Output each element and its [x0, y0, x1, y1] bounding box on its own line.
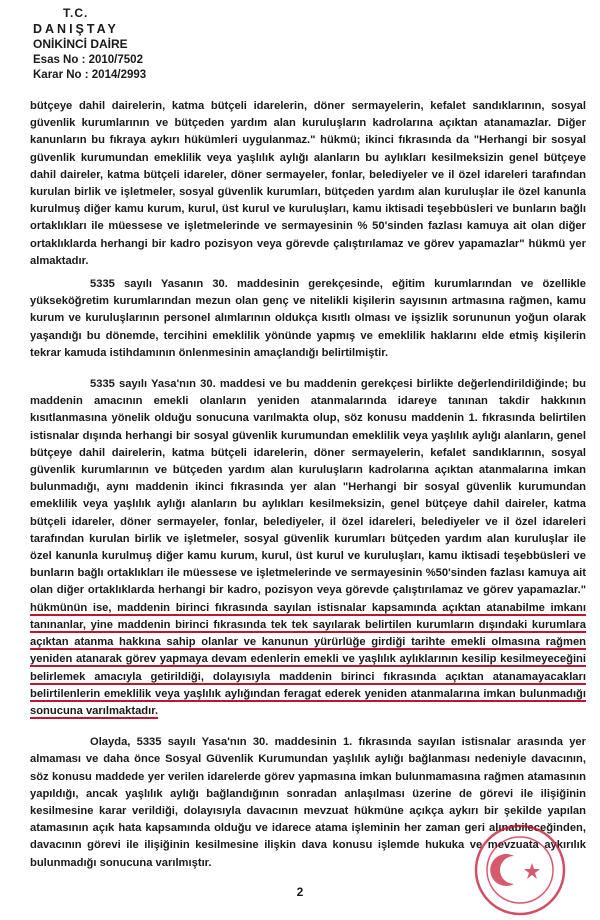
- header-case-no: Esas No : 2010/7502: [33, 53, 143, 66]
- paragraph-3-underlined-text: hükmünün ise, maddenin birinci fıkrasında sayılan istisnalar kapsamında açıktan atanabilme imkanı tanınanlar, yine maddenin birinci fıkrasında tek tek sayılarak belirtilen kurumların dışındaki kurumlara açıktan atanma hakkına sahip olanlar ve kanunun yürürlüğe girdiği tarihte emekli olmasına rağmen yeniden atanarak görev yapmaya devam edenlerin emekli ve yaşlılık aylıklarının kesilip kesilmeyeceğini belirlemek amacıyla getirildiği, dolayısıyla maddenin birinci fıkrasında açıktan atanamayacakları belirtilenlerin emeklilik veya yaşlılık aylığından feragat ederek yeniden atanmalarına imkan bulunmadığı sonucuna varılmaktadır.: [30, 601, 586, 717]
- paragraph-2: 5335 sayılı Yasanın 30. maddesinin gerekçesinde, eğitim kurumlarından ve özellikle yükseköğretim kurumlarından mezun olan genç ve nitelikli kişilerin sayısının artmasına rağmen, kamu kurum ve kuruluşlarının personel alımlarının oldukça kısıtlı olması ve işsizlik sorununun yoğun olarak yaşandığı bu dönemde, tercihini emeklilik yönünde yapmış ve emeklilik haklarını elde etmiş kişilerin tekrar kamuda istihdamının önlenmesinin amaçlandığı belirtilmiştir.: [30, 278, 586, 359]
- page-number: 2: [296, 885, 304, 899]
- paragraph-1: bütçeye dahil dairelerin, katma bütçeli idarelerin, döner sermayelerin, kefalet sandıklarının, sosyal güvenlik kurumlarının ve bütçeden yardım alan kuruluşların kadrolarına açıktan atanamazlar. Diğer kanunların bu fıkraya aykırı hükümleri uygulanmaz." hükmü; ikinci fıkrasında da "Herhangi bir sosyal güvenlik kurumundan emeklilik veya yaşlılık aylığı alanların bu aylıkları kesilmeksizin genel bütçeye dahil daireler, katma bütçeli idareler, döner sermayeler, fonlar, belediyeler ve il özel idareleri tarafından kurulan birlik ve işletmeler, sosyal güvenlik kurumları, bütçeden yardım alan kuruluşlar ile özel kanunla kurulmuş diğer kamu kurum, kurul, üst kurul ve kuruluşları, kamu iktisadi teşebbüsleri ve bunların bağlı ortaklıkları ile müessese ve işletmelerinde ve sermayesinin % 50'sinden fazlası kamuya ait olan diğer ortaklıklarda herhangi bir kadro pozisyon veya görevde çalıştırılamaz ve görev yapamazlar" hükmü yer almaktadır.: [30, 100, 586, 267]
- paragraph-3-text: 5335 sayılı Yasa'nın 30. maddesi ve bu maddenin gerekçesi birlikte değerlendirildiğinde; bu maddenin amacının emekli olanların yeniden atanmalarında idareye tanınan takdir hakkının kısıtlanmasına yönelik olduğu sonucuna varılmakta olup, söz konusu maddenin 1. fıkrasında belirtilen istisnalar dışında herhangi bir sosyal güvenlik kurumundan emeklilik veya yaşlılık aylığı alanların, genel bütçeye dahil dairelerin, katma bütçeli idarelerin, döner sermayelerin, kefalet sandıklarının, sosyal güvenlik kurumlarının ve bütçeden yardım alan kuruluşların kadrolarına açıktan atanmalarına imkan bulunmadığı, aynı maddenin ikinci fıkrasında yer alan "Herhangi bir sosyal güvenlik kurumundan emeklilik veya yaşlılık aylığı alanların bu aylıkları kesilmeksizin, genel bütçeye dahil daireler, katma bütçeli idareler, döner sermayeler, fonlar, belediyeler, il özel idareleri, belediyeler ve il özel idareleri tarafından kurulan birlik ve işletmeler, sosyal güvenlik kurumları bütçeden yardım alan kuruluşlar ile özel kanunla kurulmuş diğer kamu kurum, kurul, üst kurul ve kuruluşları, kamu iktisadi teşebbüsleri ve bunların bağlı ortaklıkları ile müessese ve işletmelerinde ve sermayesinin %50'sinden fazlası kamuya ait olan diğer ortaklıklarda herhangi bir kadro, pozisyon veya görevde çalıştırılamaz ve görev yapamazlar.": [30, 378, 586, 597]
- document-body: [30, 98, 586, 886]
- document-header: [33, 6, 146, 84]
- header-department: ONİKİNCİ DAİRE: [33, 37, 128, 51]
- court-seal-icon: [470, 820, 570, 920]
- paragraph-4: Olayda, 5335 sayılı Yasa'nın 30. maddesinin 1. fıkrasında sayılan istisnalar arasında yer almaması ve daha önce Sosyal Güvenlik Kurumundan yaşlılık aylığı bağlanması nedeniyle davacının, söz konusu maddede yer verilen idarelerde görev yapmasına imkan bulunmamasına rağmen atamasının yapıldığı, ancak yaşlılık aylığı bağlandığının sonradan anlaşılması üzerine de görevi ile ilişiğinin kesilmesine karar verildiği, dolayısıyla davacının mevzuat hükmüne açıkça aykırı bir şekilde yapılan atamasının açık hata kapsamında olduğu ve idarece atama işleminin her zaman geri alınabileceğinden, davacının görevi ile ilişiğinin kesilmesine ilişkin dava konusu işlemde hukuka ve mevzuata aykırılık bulunmadığı sonucuna varılmıştır.: [30, 736, 586, 869]
- paragraph-3: [30, 376, 586, 720]
- header-decision-no: Karar No : 2014/2993: [33, 69, 147, 81]
- header-tc: T.C.: [63, 6, 89, 20]
- header-court: DANIŞTAY: [33, 21, 119, 36]
